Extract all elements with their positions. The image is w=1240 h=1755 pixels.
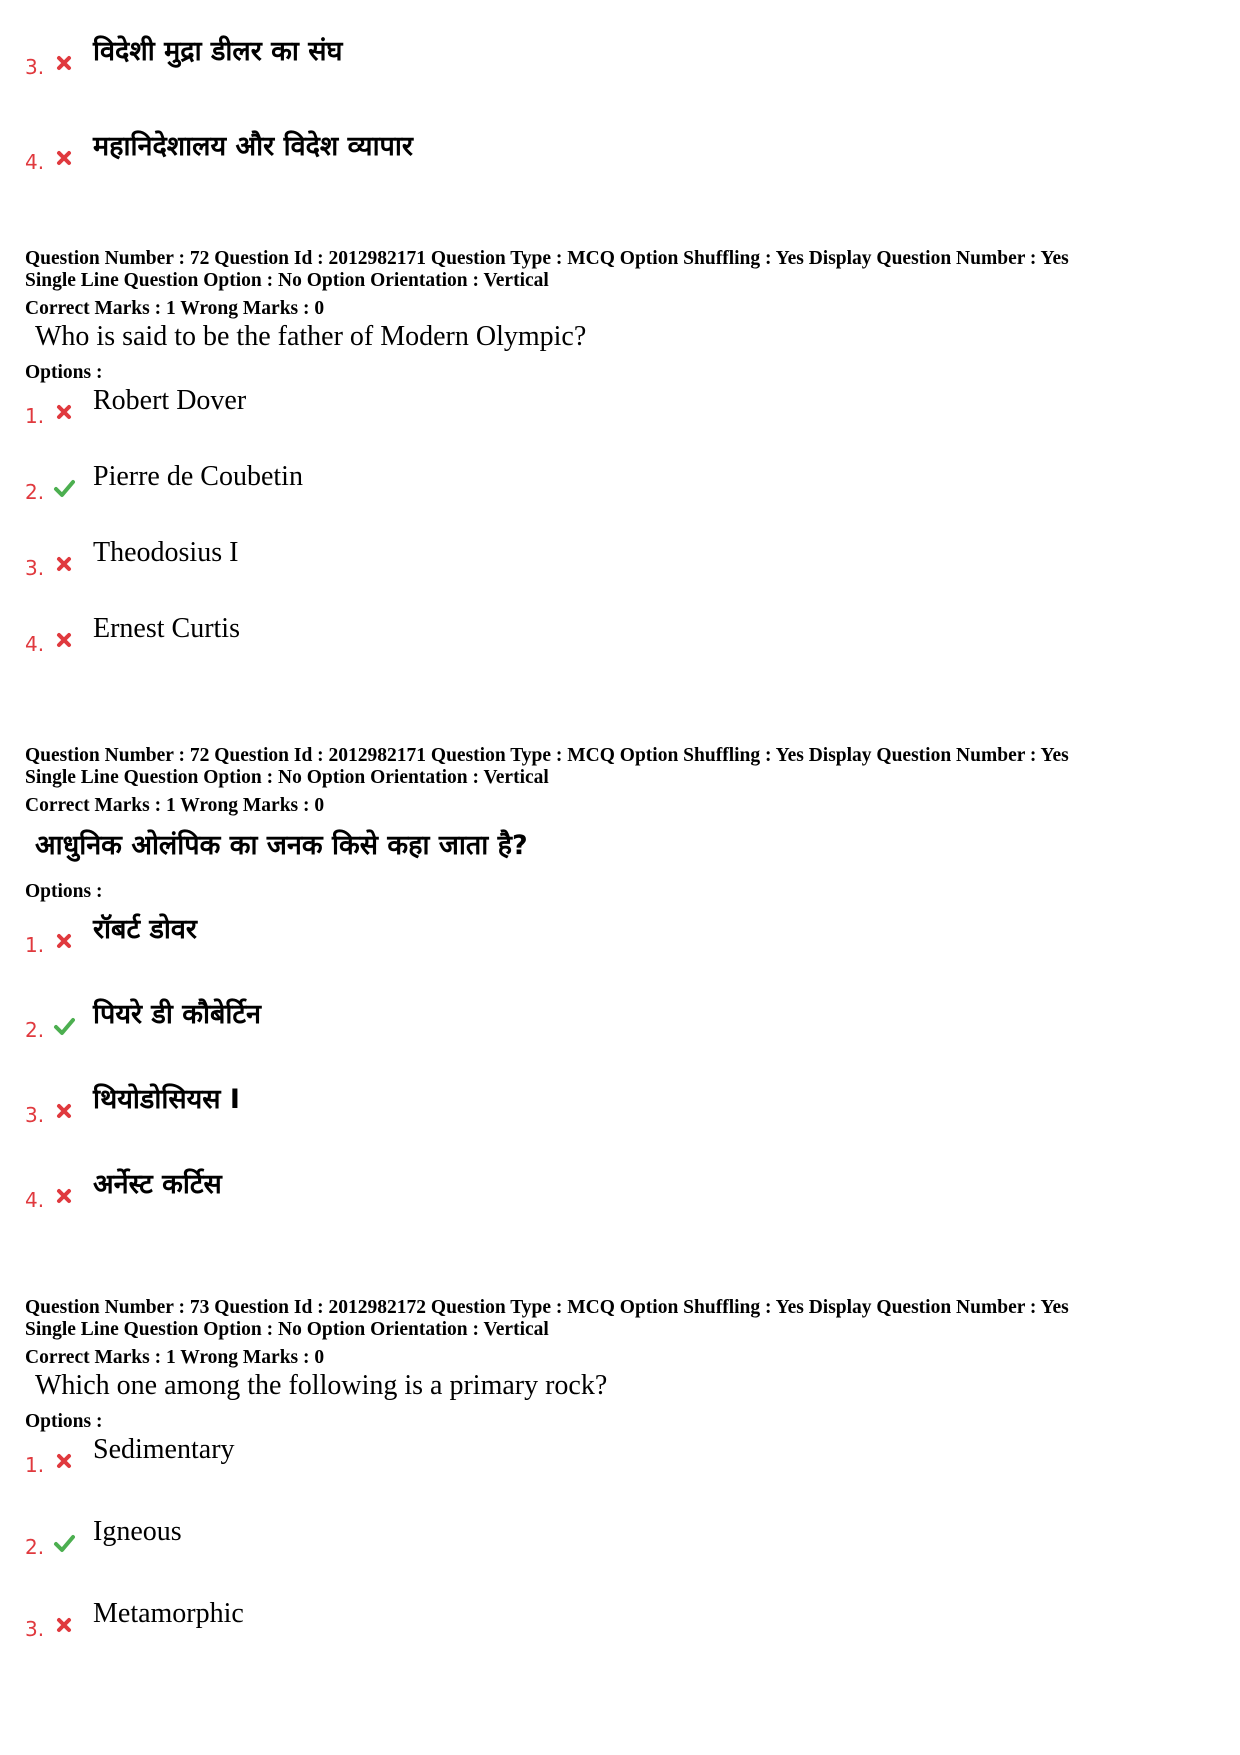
- question-text: Which one among the following is a primary rock?: [35, 1370, 608, 1401]
- question-block: [25, 248, 1069, 656]
- option-number: 2.: [25, 1018, 45, 1042]
- question-meta-options: Single Line Question Option : No Option Orientation : Vertical: [25, 767, 549, 788]
- option-number: 1.: [25, 1453, 45, 1477]
- question-block: [25, 745, 1069, 1212]
- question-text: Who is said to be the father of Modern Olympic?: [35, 321, 587, 352]
- option-text: पियरे डी कौबेर्टिन: [93, 999, 262, 1030]
- option-number: 3.: [25, 1103, 45, 1127]
- options-label: Options :: [25, 881, 103, 902]
- cross-icon: [53, 553, 75, 575]
- option-number: 3.: [25, 55, 45, 79]
- check-icon: [53, 1532, 75, 1554]
- cross-icon: [53, 147, 75, 169]
- question-meta: Question Number : 72 Question Id : 2012982171 Question Type : MCQ Option Shuffling : Yes Display Question Number : Yes: [25, 248, 1069, 269]
- question-text: आधुनिक ओलंपिक का जनक किसे कहा जाता है?: [35, 830, 528, 861]
- option-text: Sedimentary: [93, 1434, 235, 1465]
- option-text: Igneous: [93, 1516, 182, 1547]
- option-text: थियोडोसियस I: [93, 1084, 240, 1115]
- question-marks: Correct Marks : 1 Wrong Marks : 0: [25, 298, 325, 319]
- cross-icon: [53, 1185, 75, 1207]
- question-meta-options: Single Line Question Option : No Option Orientation : Vertical: [25, 1319, 549, 1340]
- question-marks: Correct Marks : 1 Wrong Marks : 0: [25, 795, 325, 816]
- option-text: Robert Dover: [93, 385, 247, 416]
- option-number: 4.: [25, 1188, 45, 1212]
- option-number: 1.: [25, 933, 45, 957]
- cross-icon: [53, 1450, 75, 1472]
- option-number: 4.: [25, 150, 45, 174]
- cross-icon: [53, 629, 75, 651]
- option-number: 2.: [25, 480, 45, 504]
- option-text: महानिदेशालय और विदेश व्यापार: [93, 131, 413, 162]
- option-text: Pierre de Coubetin: [93, 461, 303, 492]
- option-number: 4.: [25, 632, 45, 656]
- option-text: विदेशी मुद्रा डीलर का संघ: [93, 36, 343, 67]
- option-number: 1.: [25, 404, 45, 428]
- option-text: Theodosius I: [93, 537, 239, 568]
- cross-icon: [53, 930, 75, 952]
- option-text: Metamorphic: [93, 1598, 244, 1629]
- question-meta: Question Number : 72 Question Id : 2012982171 Question Type : MCQ Option Shuffling : Yes Display Question Number : Yes: [25, 745, 1069, 766]
- cross-icon: [53, 1100, 75, 1122]
- cross-icon: [53, 401, 75, 423]
- question-meta-options: Single Line Question Option : No Option Orientation : Vertical: [25, 270, 549, 291]
- option-text: अर्नेस्ट कर्टिस: [93, 1169, 222, 1200]
- question-block: [25, 1297, 1069, 1641]
- options-label: Options :: [25, 1411, 103, 1432]
- options-label: Options :: [25, 362, 103, 383]
- option-number: 3.: [25, 556, 45, 580]
- check-icon: [53, 477, 75, 499]
- cross-icon: [53, 1614, 75, 1636]
- question-marks: Correct Marks : 1 Wrong Marks : 0: [25, 1347, 325, 1368]
- option-text: रॉबर्ट डोवर: [93, 914, 197, 945]
- option-text: Ernest Curtis: [93, 613, 240, 644]
- cross-icon: [53, 52, 75, 74]
- option-number: 3.: [25, 1617, 45, 1641]
- question-meta: Question Number : 73 Question Id : 2012982172 Question Type : MCQ Option Shuffling : Yes Display Question Number : Yes: [25, 1297, 1069, 1318]
- option-number: 2.: [25, 1535, 45, 1559]
- check-icon: [53, 1015, 75, 1037]
